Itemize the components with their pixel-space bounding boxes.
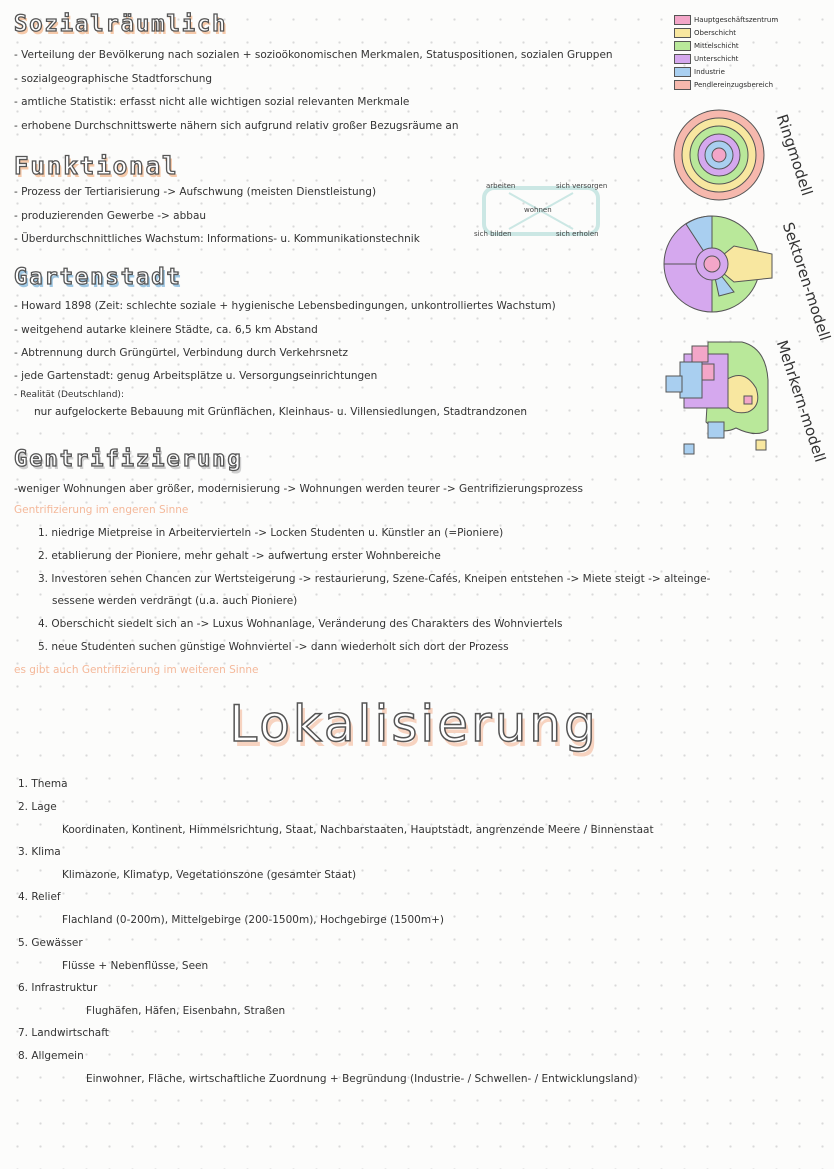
list-item: 5. Gewässer — [18, 937, 83, 949]
step-line: 1. niedrige Mietpreise in Arbeitervierteln -> Locken Studenten u. Künstler an (=Pioniere) — [38, 527, 504, 539]
list-item: 1. Thema — [18, 778, 68, 790]
text-line: - Howard 1898 (Zeit: schlechte soziale + hygienische Lebensbedingungen, unkontrolliertes Wachstum) — [14, 300, 556, 312]
legend-item: Pendlereinzugsbereich — [674, 80, 773, 90]
text-line: - Realität (Deutschland): — [14, 390, 124, 400]
step-line: 5. neue Studenten suchen günstige Wohnviertel -> dann wiederholt sich dort der Prozess — [38, 641, 509, 653]
text-line: -weniger Wohnungen aber größer, modernisierung -> Wohnungen werden teurer -> Gentrifizierungsprozess — [14, 483, 583, 495]
multi-nuclei-model-diagram — [664, 340, 774, 458]
list-item-detail: Flachland (0-200m), Mittelgebirge (200-1500m), Hochgebirge (1500m+) — [62, 914, 444, 926]
text-line: - erhobene Durchschnittswerte nähern sich aufgrund relativ großer Bezugsräume an — [14, 120, 459, 132]
sector-model-diagram — [664, 216, 776, 328]
note-line: Gentrifizierung im engeren Sinne — [14, 504, 189, 516]
label-arbeiten: arbeiten — [486, 182, 516, 190]
list-item-detail: Flughäfen, Häfen, Eisenbahn, Straßen — [86, 1005, 286, 1017]
step-line: 2. etablierung der Pioniere, mehr gehalt -> aufwertung erster Wohnbereiche — [38, 550, 441, 562]
text-line: - Überdurchschnittliches Wachstum: Informations- u. Kommunikationstechnik — [14, 233, 420, 245]
list-item-detail: Koordinaten, Kontinent, Himmelsrichtung, Staat, Nachbarstaaten, Hauptstadt, angrenzende Meere / Binnenstaat — [62, 824, 654, 836]
step-line: 3. Investoren sehen Chancen zur Wertsteigerung -> restaurierung, Szene-Cafés, Kneipen entstehen -> Miete steigt -> alteinge- — [38, 573, 711, 585]
legend-item: Oberschicht — [674, 28, 736, 38]
label-wohnen: wohnen — [524, 206, 552, 214]
section-title-funktional: Funktional — [14, 152, 179, 180]
section-title-gartenstadt: Gartenstadt — [14, 265, 182, 290]
list-item-detail: Klimazone, Klimatyp, Vegetationszone (gesamter Staat) — [62, 869, 357, 881]
text-line: - Verteilung der Bevölkerung nach sozialen + sozioökonomischen Merkmalen, Statuspositionen, sozialen Gruppen — [14, 49, 613, 61]
note-line: es gibt auch Gentrifizierung im weiteren Sinne — [14, 664, 259, 676]
text-line: - Abtrennung durch Grüngürtel, Verbindung durch Verkehrsnetz — [14, 347, 349, 359]
list-item-detail: Flüsse + Nebenflüsse, Seen — [62, 960, 209, 972]
text-line: - weitgehend autarke kleinere Städte, ca. 6,5 km Abstand — [14, 324, 318, 336]
label-erholen: sich erholen — [556, 230, 599, 238]
legend-item: Hauptgeschäftszentrum — [674, 15, 778, 25]
text-line: - produzierenden Gewerbe -> abbau — [14, 210, 207, 222]
list-item: 6. Infrastruktur — [18, 982, 98, 994]
list-item: 7. Landwirtschaft — [18, 1027, 109, 1039]
page-title-lokalisierung: Lokalisierung — [229, 695, 599, 753]
ring-model-label: Ringmodell — [772, 112, 817, 198]
list-item: 3. Klima — [18, 846, 61, 858]
legend-item: Mittelschicht — [674, 41, 739, 51]
list-item: 8. Allgemein — [18, 1050, 84, 1062]
legend-item: Industrie — [674, 67, 725, 77]
text-line: - sozialgeographische Stadtforschung — [14, 73, 213, 85]
text-line: nur aufgelockerte Bebauung mit Grünflächen, Kleinhaus- u. Villensiedlungen, Stadtrandzonen — [34, 406, 528, 418]
sector-model-label: Sektoren-modell — [778, 220, 834, 343]
ring-model-diagram — [672, 108, 766, 202]
section-title-sozialraeumlich: Sozialräumlich — [14, 12, 228, 37]
list-item: 2. Lage — [18, 801, 57, 813]
text-line: - jede Gartenstadt: genug Arbeitsplätze u. Versorgungseinrichtungen — [14, 370, 378, 382]
label-bilden: sich bilden — [474, 230, 512, 238]
functions-diagram — [474, 180, 608, 240]
label-versorgen: sich versorgen — [556, 182, 608, 190]
list-item: 4. Relief — [18, 891, 61, 903]
text-line: - Prozess der Tertiarisierung -> Aufschwung (meisten Dienstleistung) — [14, 186, 377, 198]
step-line: 4. Oberschicht siedelt sich an -> Luxus Wohnanlage, Veränderung des Charakters des Wohnviertels — [38, 618, 563, 630]
step-line: sessene werden verdrängt (u.a. auch Pioniere) — [52, 595, 298, 607]
text-line: - amtliche Statistik: erfasst nicht alle wichtigen sozial relevanten Merkmale — [14, 96, 410, 108]
legend-item: Unterschicht — [674, 54, 738, 64]
section-title-gentrifizierung: Gentrifizierung — [14, 447, 243, 472]
multi-nuclei-model-label: Mehrkern-modell — [772, 338, 830, 465]
list-item-detail: Einwohner, Fläche, wirtschaftliche Zuordnung + Begründung (Industrie- / Schwellen- / Entwicklungsland) — [86, 1073, 638, 1085]
